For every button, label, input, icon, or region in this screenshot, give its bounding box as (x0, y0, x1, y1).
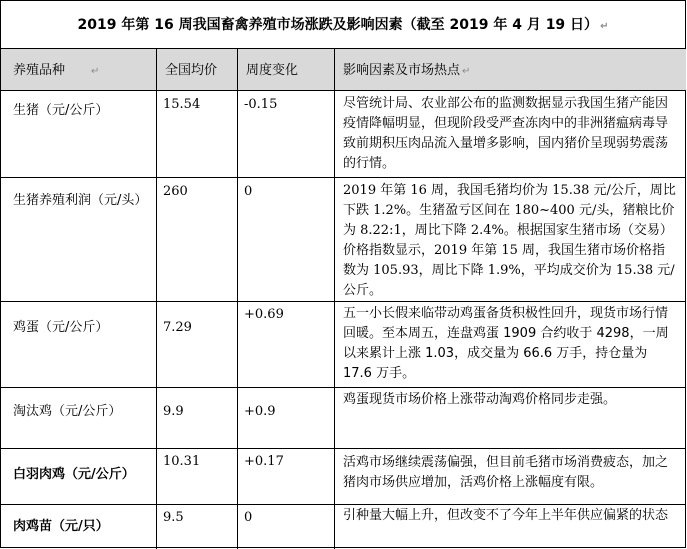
row-3-price: 7.29 (163, 320, 192, 335)
row-4-factors: 鸡蛋现货市场价格上涨带动淘鸡价格同步走强。 (343, 392, 617, 407)
row-1-product: 生猪（元/公斤） (13, 103, 109, 118)
header-factors-label: 影响因素及市场热点 (343, 63, 461, 78)
header-weekly: 周度变化 (238, 49, 334, 90)
table-title (1, 1, 685, 49)
paragraph-mark: ↵ (91, 66, 100, 77)
row-6-factors: 引种量大幅上升，但改变不了今年上半年供应偏紧的状态 (343, 508, 669, 523)
row-5-product: 白羽肉鸡（元/公斤） (13, 467, 135, 482)
row-2-product: 生猪养殖利润（元/头） (13, 193, 148, 208)
row-4-product: 淘汰鸡（元/公斤） (13, 404, 122, 419)
row-3-factors: 五一小长假来临带动鸡蛋备货积极性回升，现货市场行情回暖。至本周五，连盘鸡蛋 1909 合约收于 4298，一周以来累计上涨 1.03，成交量为 66.6 万手，持仓量为 17.6 万手。 (343, 306, 669, 381)
row-3-weekly: +0.69 (244, 307, 284, 322)
row-2-price: 260 (163, 184, 188, 199)
header-factors (335, 49, 686, 90)
header-product-label: 养殖品种 (13, 63, 66, 78)
row-1-price: 15.54 (163, 97, 201, 112)
row-5-price: 10.31 (163, 454, 201, 469)
row-2-factors: 2019 年第 16 周，我国毛猪均价为 15.38 元/公斤，周比下跌 1.2%。生猪盈亏区间在 180~400 元/头，猪粮比价为 8.22:1，周比下降 2.4%。根据国家生猪市场（交易）价格指数显示，2019 年第 15 周，我国生猪市场价格指数为 105.93，周比下降 1.9%，平均成交价为 15.38 元/公斤。 (343, 183, 676, 298)
row-4-price: 9.9 (163, 404, 184, 419)
row-4-weekly: +0.9 (244, 404, 276, 419)
row-5-factors: 活鸡市场继续震荡偏强，但目前毛猪市场消费疲态，加之猪肉市场供应增加，活鸡价格上涨幅度有限。 (343, 455, 669, 490)
row-3-product: 鸡蛋（元/公斤） (13, 320, 109, 335)
row-5-weekly: +0.17 (244, 454, 284, 469)
row-6-price: 9.5 (163, 510, 184, 525)
row-2-weekly: 0 (244, 184, 253, 199)
row-6-weekly: 0 (244, 510, 253, 525)
table-title-text: 2019 年第 16 周我国畜禽养殖市场涨跌及影响因素（截至 2019 年 4 月 19 日） (77, 17, 599, 33)
row-1-weekly: -0.15 (244, 97, 278, 112)
paragraph-mark: ↵ (462, 66, 471, 77)
row-1-factors: 尽管统计局、农业部公布的监测数据显示我国生猪产能因疫情降幅明显，但现阶段受严查冻肉中的非洲猪瘟病毒导致前期积压肉品流入量增多影响，国内猪价呈现弱势震荡的行情。 (343, 96, 669, 171)
row-6-product: 肉鸡苗（元/只） (13, 519, 109, 534)
header-price: 全国均价 (157, 49, 237, 90)
paragraph-mark: ↵ (600, 21, 609, 32)
header-product (1, 49, 156, 90)
